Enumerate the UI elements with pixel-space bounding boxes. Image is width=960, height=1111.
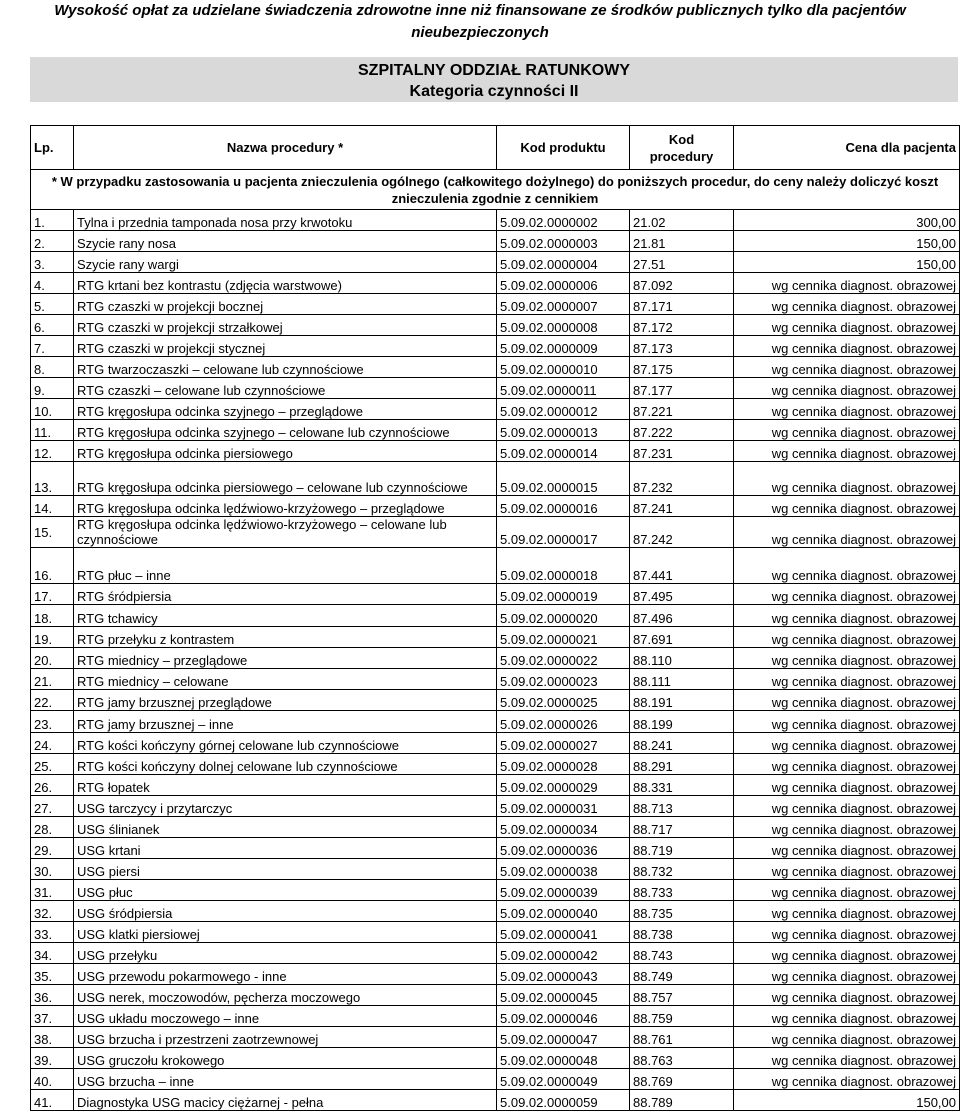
row-product-code: 5.09.02.0000004 (497, 252, 630, 273)
header-name: Nazwa procedury * (74, 126, 497, 170)
row-product-code: 5.09.02.0000045 (497, 985, 630, 1006)
row-lp: 1. (31, 210, 74, 231)
table-row (31, 1069, 960, 1090)
row-procedure-name: RTG łopatek (74, 775, 497, 796)
row-procedure-code: 87.222 (630, 420, 734, 441)
row-price: wg cennika diagnost. obrazowej (734, 796, 960, 817)
row-product-code: 5.09.02.0000046 (497, 1006, 630, 1027)
row-procedure-code: 88.331 (630, 775, 734, 796)
row-procedure-code: 88.763 (630, 1048, 734, 1069)
table-row (31, 462, 960, 496)
row-product-code: 5.09.02.0000047 (497, 1027, 630, 1048)
row-product-code: 5.09.02.0000038 (497, 859, 630, 880)
row-product-code: 5.09.02.0000043 (497, 964, 630, 985)
table-row (31, 733, 960, 754)
row-procedure-code: 87.177 (630, 378, 734, 399)
row-procedure-name: RTG krtani bez kontrastu (zdjęcia warstwowe) (74, 273, 497, 294)
row-lp: 34. (31, 943, 74, 964)
row-procedure-code: 87.173 (630, 336, 734, 357)
row-procedure-code: 87.242 (630, 517, 734, 548)
row-price: wg cennika diagnost. obrazowej (734, 733, 960, 754)
row-lp: 11. (31, 420, 74, 441)
row-product-code: 5.09.02.0000036 (497, 838, 630, 859)
table-row (31, 817, 960, 838)
row-procedure-code: 87.241 (630, 496, 734, 517)
row-procedure-code: 21.81 (630, 231, 734, 252)
table-row (31, 1006, 960, 1027)
row-procedure-name: RTG twarzoczaszki – celowane lub czynnościowe (74, 357, 497, 378)
row-procedure-code: 88.757 (630, 985, 734, 1006)
row-price: wg cennika diagnost. obrazowej (734, 315, 960, 336)
row-price: wg cennika diagnost. obrazowej (734, 399, 960, 420)
row-price: wg cennika diagnost. obrazowej (734, 817, 960, 838)
row-price: 150,00 (734, 231, 960, 252)
table-row (31, 336, 960, 357)
table-row (31, 1027, 960, 1048)
row-price: wg cennika diagnost. obrazowej (734, 605, 960, 627)
row-procedure-name: USG brzucha – inne (74, 1069, 497, 1090)
row-price: wg cennika diagnost. obrazowej (734, 294, 960, 315)
row-procedure-code: 88.738 (630, 922, 734, 943)
row-lp: 13. (31, 462, 74, 496)
row-price: wg cennika diagnost. obrazowej (734, 1069, 960, 1090)
row-procedure-code: 87.221 (630, 399, 734, 420)
row-procedure-name: RTG miednicy – przeglądowe (74, 648, 497, 669)
row-lp: 25. (31, 754, 74, 775)
row-procedure-name: USG układu moczowego – inne (74, 1006, 497, 1027)
row-lp: 28. (31, 817, 74, 838)
row-lp: 22. (31, 690, 74, 711)
table-row (31, 210, 960, 231)
row-product-code: 5.09.02.0000042 (497, 943, 630, 964)
table-row (31, 420, 960, 441)
row-lp: 35. (31, 964, 74, 985)
page-title (0, 0, 960, 44)
row-product-code: 5.09.02.0000002 (497, 210, 630, 231)
row-product-code: 5.09.02.0000011 (497, 378, 630, 399)
row-product-code: 5.09.02.0000034 (497, 817, 630, 838)
row-lp: 38. (31, 1027, 74, 1048)
row-lp: 17. (31, 584, 74, 605)
table-row (31, 922, 960, 943)
row-price: wg cennika diagnost. obrazowej (734, 420, 960, 441)
row-procedure-name: RTG przełyku z kontrastem (74, 627, 497, 648)
row-lp: 41. (31, 1090, 74, 1111)
row-price: wg cennika diagnost. obrazowej (734, 441, 960, 462)
row-procedure-code: 88.191 (630, 690, 734, 711)
row-lp: 20. (31, 648, 74, 669)
row-price: wg cennika diagnost. obrazowej (734, 922, 960, 943)
row-procedure-code: 87.171 (630, 294, 734, 315)
table-row (31, 690, 960, 711)
table-row (31, 859, 960, 880)
row-product-code: 5.09.02.0000039 (497, 880, 630, 901)
row-price: wg cennika diagnost. obrazowej (734, 880, 960, 901)
row-lp: 37. (31, 1006, 74, 1027)
row-procedure-code: 21.02 (630, 210, 734, 231)
page-title-line-2: nieubezpieczonych (411, 24, 549, 41)
row-procedure-name: RTG kręgosłupa odcinka piersiowego (74, 441, 497, 462)
row-lp: 2. (31, 231, 74, 252)
row-product-code: 5.09.02.0000018 (497, 548, 630, 584)
row-product-code: 5.09.02.0000049 (497, 1069, 630, 1090)
row-lp: 29. (31, 838, 74, 859)
row-procedure-name: RTG czaszki w projekcji stycznej (74, 336, 497, 357)
row-price: wg cennika diagnost. obrazowej (734, 838, 960, 859)
table-row (31, 605, 960, 627)
department-header (30, 57, 958, 102)
row-procedure-code: 87.232 (630, 462, 734, 496)
row-price: wg cennika diagnost. obrazowej (734, 648, 960, 669)
row-procedure-code: 27.51 (630, 252, 734, 273)
table-row (31, 648, 960, 669)
row-product-code: 5.09.02.0000013 (497, 420, 630, 441)
table-row (31, 796, 960, 817)
row-price: wg cennika diagnost. obrazowej (734, 462, 960, 496)
row-price: wg cennika diagnost. obrazowej (734, 336, 960, 357)
row-lp: 14. (31, 496, 74, 517)
row-procedure-name: USG brzucha i przestrzeni zaotrzewnowej (74, 1027, 497, 1048)
row-lp: 24. (31, 733, 74, 754)
row-product-code: 5.09.02.0000010 (497, 357, 630, 378)
row-procedure-name: RTG kości kończyny dolnej celowane lub czynnościowe (74, 754, 497, 775)
row-lp: 30. (31, 859, 74, 880)
row-product-code: 5.09.02.0000025 (497, 690, 630, 711)
row-procedure-name: RTG jamy brzusznej przeglądowe (74, 690, 497, 711)
row-product-code: 5.09.02.0000016 (497, 496, 630, 517)
row-procedure-name: USG gruczołu krokowego (74, 1048, 497, 1069)
row-procedure-code: 88.759 (630, 1006, 734, 1027)
table-row (31, 357, 960, 378)
row-product-code: 5.09.02.0000009 (497, 336, 630, 357)
row-product-code: 5.09.02.0000019 (497, 584, 630, 605)
row-procedure-name: RTG kręgosłupa odcinka szyjnego – przeglądowe (74, 399, 497, 420)
row-lp: 23. (31, 711, 74, 733)
row-procedure-code: 88.732 (630, 859, 734, 880)
row-product-code: 5.09.02.0000031 (497, 796, 630, 817)
row-procedure-name: RTG czaszki w projekcji bocznej (74, 294, 497, 315)
table-row (31, 964, 960, 985)
row-lp: 10. (31, 399, 74, 420)
table-row (31, 838, 960, 859)
row-product-code: 5.09.02.0000017 (497, 517, 630, 548)
table-row (31, 669, 960, 690)
row-price: wg cennika diagnost. obrazowej (734, 943, 960, 964)
row-price: wg cennika diagnost. obrazowej (734, 273, 960, 294)
row-procedure-code: 88.769 (630, 1069, 734, 1090)
row-procedure-code: 88.743 (630, 943, 734, 964)
row-lp: 18. (31, 605, 74, 627)
row-procedure-name: USG przełyku (74, 943, 497, 964)
row-procedure-name: RTG czaszki w projekcji strzałkowej (74, 315, 497, 336)
table-row (31, 496, 960, 517)
row-procedure-code: 88.111 (630, 669, 734, 690)
row-product-code: 5.09.02.0000003 (497, 231, 630, 252)
row-lp: 5. (31, 294, 74, 315)
row-procedure-code: 87.441 (630, 548, 734, 584)
row-procedure-name: USG przewodu pokarmowego - inne (74, 964, 497, 985)
row-lp: 4. (31, 273, 74, 294)
row-lp: 3. (31, 252, 74, 273)
row-procedure-name: USG płuc (74, 880, 497, 901)
row-lp: 26. (31, 775, 74, 796)
header-kod-procedury-line-1: Kod (668, 131, 695, 147)
row-product-code: 5.09.02.0000022 (497, 648, 630, 669)
row-product-code: 5.09.02.0000048 (497, 1048, 630, 1069)
row-procedure-name: USG tarczycy i przytarczyc (74, 796, 497, 817)
table-row (31, 517, 960, 548)
row-lp: 27. (31, 796, 74, 817)
row-price: 150,00 (734, 1090, 960, 1111)
row-procedure-name: RTG śródpiersia (74, 584, 497, 605)
row-procedure-code: 87.496 (630, 605, 734, 627)
row-price: wg cennika diagnost. obrazowej (734, 901, 960, 922)
table-row (31, 1048, 960, 1069)
header-price: Cena dla pacjenta (734, 126, 960, 170)
row-procedure-code: 88.717 (630, 817, 734, 838)
table-row (31, 231, 960, 252)
row-procedure-name: RTG czaszki – celowane lub czynnościowe (74, 378, 497, 399)
row-product-code: 5.09.02.0000021 (497, 627, 630, 648)
row-lp: 21. (31, 669, 74, 690)
row-lp: 6. (31, 315, 74, 336)
row-product-code: 5.09.02.0000041 (497, 922, 630, 943)
row-lp: 15. (31, 517, 74, 548)
row-price: wg cennika diagnost. obrazowej (734, 1027, 960, 1048)
header-kod-procedury (630, 126, 734, 170)
row-procedure-code: 88.761 (630, 1027, 734, 1048)
row-price: wg cennika diagnost. obrazowej (734, 754, 960, 775)
row-procedure-name: RTG tchawicy (74, 605, 497, 627)
row-price: wg cennika diagnost. obrazowej (734, 1006, 960, 1027)
row-procedure-name: RTG kości kończyny górnej celowane lub czynnościowe (74, 733, 497, 754)
row-procedure-code: 88.713 (630, 796, 734, 817)
row-lp: 8. (31, 357, 74, 378)
row-procedure-code: 87.175 (630, 357, 734, 378)
row-lp: 7. (31, 336, 74, 357)
row-procedure-name: Diagnostyka USG macicy ciężarnej - pełna (74, 1090, 497, 1111)
row-product-code: 5.09.02.0000026 (497, 711, 630, 733)
row-price: wg cennika diagnost. obrazowej (734, 548, 960, 584)
row-procedure-name: RTG kręgosłupa odcinka lędźwiowo-krzyżowego – przeglądowe (74, 496, 497, 517)
row-procedure-name: RTG jamy brzusznej – inne (74, 711, 497, 733)
row-price: wg cennika diagnost. obrazowej (734, 775, 960, 796)
row-lp: 33. (31, 922, 74, 943)
row-procedure-code: 87.092 (630, 273, 734, 294)
row-lp: 12. (31, 441, 74, 462)
table-row (31, 399, 960, 420)
row-price: wg cennika diagnost. obrazowej (734, 859, 960, 880)
row-lp: 16. (31, 548, 74, 584)
table-row (31, 294, 960, 315)
row-product-code: 5.09.02.0000028 (497, 754, 630, 775)
table-row (31, 711, 960, 733)
table-row (31, 1090, 960, 1111)
row-price: 300,00 (734, 210, 960, 231)
row-procedure-code: 88.291 (630, 754, 734, 775)
row-procedure-name: RTG kręgosłupa odcinka lędźwiowo-krzyżowego – celowane lub czynnościowe (74, 517, 497, 548)
table-row (31, 901, 960, 922)
row-price: wg cennika diagnost. obrazowej (734, 964, 960, 985)
row-procedure-name: USG piersi (74, 859, 497, 880)
row-product-code: 5.09.02.0000007 (497, 294, 630, 315)
row-product-code: 5.09.02.0000059 (497, 1090, 630, 1111)
row-procedure-name: Szycie rany nosa (74, 231, 497, 252)
price-table (30, 125, 960, 1111)
row-price: wg cennika diagnost. obrazowej (734, 584, 960, 605)
row-product-code: 5.09.02.0000029 (497, 775, 630, 796)
page-title-line-1: Wysokość opłat za udzielane świadczenia zdrowotne inne niż finansowane ze środków publicznych tylko dla pacjentów (54, 2, 906, 19)
row-price: 150,00 (734, 252, 960, 273)
table-row (31, 273, 960, 294)
row-procedure-code: 88.199 (630, 711, 734, 733)
row-procedure-code: 88.733 (630, 880, 734, 901)
row-lp: 9. (31, 378, 74, 399)
row-procedure-name: USG nerek, moczowodów, pęcherza moczowego (74, 985, 497, 1006)
table-row (31, 315, 960, 336)
row-procedure-name: RTG kręgosłupa odcinka piersiowego – celowane lub czynnościowe (74, 462, 497, 496)
row-procedure-code: 88.719 (630, 838, 734, 859)
table-row (31, 548, 960, 584)
row-product-code: 5.09.02.0000040 (497, 901, 630, 922)
note-row (31, 170, 960, 210)
row-lp: 40. (31, 1069, 74, 1090)
row-product-code: 5.09.02.0000027 (497, 733, 630, 754)
row-product-code: 5.09.02.0000008 (497, 315, 630, 336)
table-row (31, 584, 960, 605)
header-kod-procedury-line-2: procedury (649, 148, 714, 164)
row-procedure-name: USG krtani (74, 838, 497, 859)
row-price: wg cennika diagnost. obrazowej (734, 378, 960, 399)
row-lp: 32. (31, 901, 74, 922)
header-lp: Lp. (31, 126, 74, 170)
row-procedure-name: USG śródpiersia (74, 901, 497, 922)
table-row (31, 441, 960, 462)
row-price: wg cennika diagnost. obrazowej (734, 985, 960, 1006)
row-procedure-name: RTG kręgosłupa odcinka szyjnego – celowane lub czynnościowe (74, 420, 497, 441)
row-price: wg cennika diagnost. obrazowej (734, 711, 960, 733)
row-procedure-code: 88.789 (630, 1090, 734, 1111)
table-row (31, 627, 960, 648)
row-product-code: 5.09.02.0000014 (497, 441, 630, 462)
table-row (31, 775, 960, 796)
table-row (31, 378, 960, 399)
row-price: wg cennika diagnost. obrazowej (734, 517, 960, 548)
row-procedure-name: RTG miednicy – celowane (74, 669, 497, 690)
header-kod-produktu: Kod produktu (497, 126, 630, 170)
row-product-code: 5.09.02.0000012 (497, 399, 630, 420)
table-row (31, 252, 960, 273)
category-label: Kategoria czynności II (409, 83, 579, 100)
row-lp: 31. (31, 880, 74, 901)
row-procedure-code: 88.735 (630, 901, 734, 922)
row-lp: 19. (31, 627, 74, 648)
row-price: wg cennika diagnost. obrazowej (734, 690, 960, 711)
row-procedure-code: 87.231 (630, 441, 734, 462)
row-procedure-name: Szycie rany wargi (74, 252, 497, 273)
table-row (31, 754, 960, 775)
table-row (31, 880, 960, 901)
row-procedure-name: RTG płuc – inne (74, 548, 497, 584)
row-procedure-code: 87.495 (630, 584, 734, 605)
row-product-code: 5.09.02.0000006 (497, 273, 630, 294)
row-procedure-name: Tylna i przednia tamponada nosa przy krwotoku (74, 210, 497, 231)
row-price: wg cennika diagnost. obrazowej (734, 627, 960, 648)
row-price: wg cennika diagnost. obrazowej (734, 496, 960, 517)
table-row (31, 943, 960, 964)
department-name: SZPITALNY ODDZIAŁ RATUNKOWY (358, 62, 630, 79)
row-price: wg cennika diagnost. obrazowej (734, 357, 960, 378)
table-row (31, 985, 960, 1006)
row-price: wg cennika diagnost. obrazowej (734, 669, 960, 690)
row-procedure-code: 87.172 (630, 315, 734, 336)
row-lp: 39. (31, 1048, 74, 1069)
row-procedure-code: 88.241 (630, 733, 734, 754)
row-lp: 36. (31, 985, 74, 1006)
row-procedure-name: USG klatki piersiowej (74, 922, 497, 943)
row-procedure-code: 87.691 (630, 627, 734, 648)
row-procedure-name: USG ślinianek (74, 817, 497, 838)
row-procedure-code: 88.110 (630, 648, 734, 669)
row-price: wg cennika diagnost. obrazowej (734, 1048, 960, 1069)
row-product-code: 5.09.02.0000015 (497, 462, 630, 496)
header-row (31, 126, 960, 170)
anesthesia-note: * W przypadku zastosowania u pacjenta znieczulenia ogólnego (całkowitego dożylnego) do poniższych procedur, do ceny należy doliczyć koszt znieczulenia zgodnie z cennikiem (31, 170, 960, 210)
row-product-code: 5.09.02.0000023 (497, 669, 630, 690)
row-procedure-code: 88.749 (630, 964, 734, 985)
row-product-code: 5.09.02.0000020 (497, 605, 630, 627)
